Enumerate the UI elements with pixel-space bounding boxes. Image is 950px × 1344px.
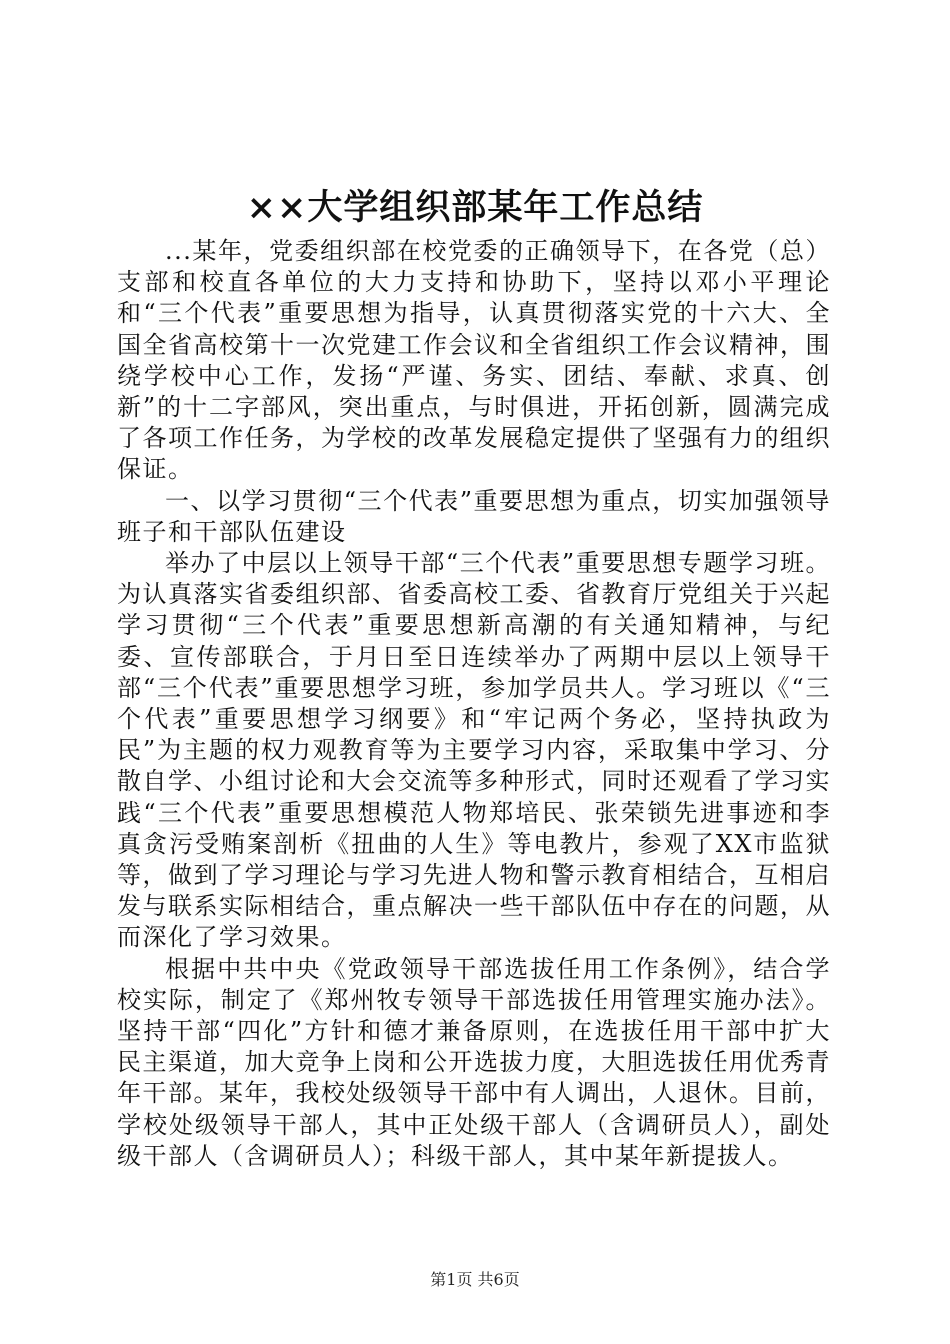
document-title: ××大学组织部某年工作总结: [246, 187, 704, 228]
paragraph-cadre-selection: 根据中共中央《党政领导干部选拔任用工作条例》，结合学校实际，制定了《郑州牧专领导干部选拔任用管理实施办法》。坚持干部“四化”方针和德才兼备原则，在选拔任用干部中扩大民主渠道，加大竞争上岗和公开选拔力度，大胆选拔任用优秀青年干部。某年，我校处级领导干部中有人调出，人退休。目前，学校处级领导干部人，其中正处级干部人（含调研员人），副处级干部人（含调研员人）；科级干部人，其中某年新提拔人。: [117, 954, 831, 1170]
paragraph-intro: ...某年，党委组织部在校党委的正确领导下，在各党（总）支部和校直各单位的大力支持和协助下，坚持以邓小平理论和“三个代表”重要思想为指导，认真贯彻落实党的十六大、全国全省高校第十一次党建工作会议和全省组织工作会议精神，围绕学校中心工作，发扬“严谨、务实、团结、奉献、求真、创新”的十二字部风，突出重点，与时俱进，开拓创新，圆满完成了各项工作任务，为学校的改革发展稳定提供了坚强有力的组织保证。: [117, 237, 831, 484]
document-body: [117, 236, 831, 1172]
section-heading-1: 一、以学习贯彻“三个代表”重要思想为重点，切实加强领导班子和干部队伍建设: [117, 486, 831, 546]
paragraph-study-class: 举办了中层以上领导干部“三个代表”重要思想专题学习班。为认真落实省委组织部、省委高校工委、省教育厅党组关于兴起学习贯彻“三个代表”重要思想新高潮的有关通知精神，与纪委、宣传部联合，于月日至日连续举办了两期中层以上领导干部“三个代表”重要思想学习班，参加学员共人。学习班以《“三个代表”重要思想学习纲要》和“牢记两个务必，坚持执政为民”为主题的权力观教育等为主要学习内容，采取集中学习、分散自学、小组讨论和大会交流等多种形式，同时还观看了学习实践“三个代表”重要思想模范人物郑培民、张荣锁先进事迹和李真贪污受贿案剖析《扭曲的人生》等电教片，参观了XX市监狱等，做到了学习理论与学习先进人物和警示教育相结合，互相启发与联系实际相结合，重点解决一些干部队伍中存在的问题，从而深化了学习效果。: [117, 549, 831, 952]
page-footer: 第1页 共6页: [430, 1270, 520, 1289]
